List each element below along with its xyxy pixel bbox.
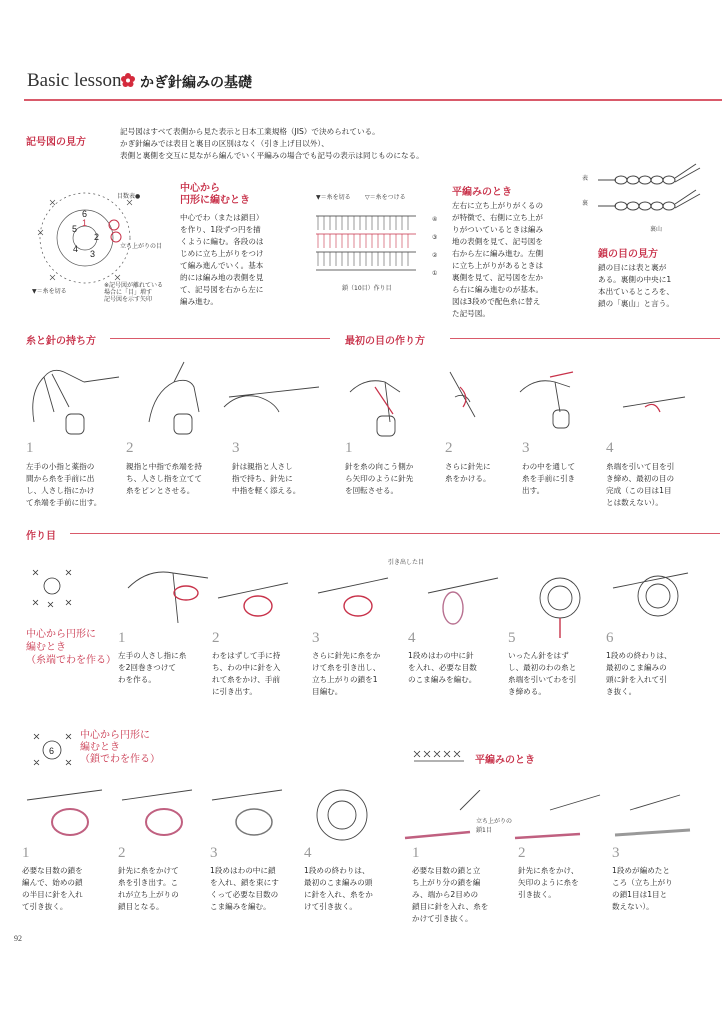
flatknit-up-label: 立ち上がりの 鎖1目 <box>476 818 513 834</box>
flatknit-step-3-number: 3 <box>612 845 620 861</box>
first-step-1-number: 1 <box>345 440 353 456</box>
chainring-step-2-text: 針先に糸をかけて 糸を引き出す。こ れが立ち上がりの 鎖目となる。 <box>118 866 179 911</box>
flatknit-step-2-number: 2 <box>518 845 526 861</box>
hold-step-1-number: 1 <box>26 440 34 456</box>
hold-illustrations <box>24 352 324 442</box>
flatknit-step-1-text: 必要な目数の鎖と立 ち上がり分の鎖を編 み、端から2目めの 鎖目に針を入れ、糸を かけて引き抜く。 <box>412 866 489 923</box>
first-step-4-text: 糸端を引いて目を引 き締め、最初の目の 完成（この目は1目 とは数えない）。 <box>606 462 675 507</box>
first-heading: 最初の目の作り方 <box>345 336 425 347</box>
first-step-3-number: 3 <box>522 440 530 456</box>
first-rule <box>450 338 720 339</box>
foundation-step-3-text: さらに針先に糸をか けて糸を引き出し、 立ち上がりの鎖を1 目編む。 <box>312 651 381 696</box>
foundation-step-3-number: 3 <box>312 630 320 646</box>
symbols-heading: 記号図の見方 <box>26 137 86 148</box>
foundation-step-5-text: いったん針をはず し、最初のわの糸と 糸端を引いてわを引 き締める。 <box>508 651 577 696</box>
flatknit-heading: 平編みのとき <box>475 755 535 766</box>
flat-join-label: ▽＝糸をつける <box>365 194 406 201</box>
label-cut: ▼＝糸を切る <box>32 288 67 295</box>
flat-heading: 平編みのとき <box>452 187 512 198</box>
flatknit-step-2-text: 針先に糸をかけ、 矢印のように糸を 引き抜く。 <box>518 866 579 899</box>
chain-illustration <box>596 160 708 230</box>
chain-back-label: 裏 <box>582 200 589 207</box>
flat-cut-label: ▼＝糸を切る <box>316 194 351 201</box>
flat-chain-label: 鎖（10目）作り目 <box>342 285 392 292</box>
first-step-4-number: 4 <box>606 440 614 456</box>
hold-heading: 糸と針の持ち方 <box>26 336 96 347</box>
page-number: 92 <box>14 934 22 943</box>
chainring-side-label: 中心から円形に 編むとき （鎖でわを作る） <box>80 730 160 765</box>
flatknit-step-3-text: 1段めが編めたと ころ（立ち上がり の鎖1目は1目と 数えない）。 <box>612 866 673 911</box>
chainring-step-3-text: 1段めはわの中に鎖 を入れ、鎖を束にす くって必要な目数の こま編みを編む。 <box>210 866 279 911</box>
chainring-step-3-number: 3 <box>210 845 218 861</box>
flatknit-illustrations <box>400 790 710 850</box>
foundation-rule <box>70 533 720 534</box>
foundation-step-1-number: 1 <box>118 630 126 646</box>
svg-text:6: 6 <box>82 209 88 219</box>
svg-text:1: 1 <box>82 218 88 228</box>
svg-text:3: 3 <box>90 249 96 259</box>
hold-step-2-text: 親指と中指で糸端を持 ち、人さし指を立てて 糸をピンとさせる。 <box>126 462 202 495</box>
foundation-step-4-text: 1段めはわの中に針 を入れ、必要な目数 のこま編みを編む。 <box>408 651 477 684</box>
first-step-2-number: 2 <box>445 440 453 456</box>
foundation-step-4-number: 4 <box>408 630 416 646</box>
label-notes: ※記号図が離れている 場合に「目」増す 記号図を示す矢印 <box>104 282 164 303</box>
foundation-step-6-number: 6 <box>606 630 614 646</box>
basic-lesson-label: Basic lesson <box>27 70 122 91</box>
chain-front-label: 表 <box>582 175 589 182</box>
hold-step-1-text: 左手の小指と薬指の 間から糸を手前に出 し、人さし指にかけ て糸端を手前に出す。 <box>26 462 102 507</box>
first-step-1-text: 針を糸の向こう側か ら矢印のように針先 を回転させる。 <box>345 462 414 495</box>
foundation-heading: 作り目 <box>26 531 56 542</box>
chainring-symbol <box>30 730 74 770</box>
first-step-2-text: さらに針先に 糸をかける。 <box>445 462 491 483</box>
chain-heading: 鎖の目の見方 <box>598 249 658 260</box>
first-illustrations <box>345 352 705 442</box>
svg-text:6: 6 <box>49 746 55 756</box>
hold-step-3-number: 3 <box>232 440 240 456</box>
label-up: 立ち上がりの目 <box>120 243 163 250</box>
svg-text:5: 5 <box>72 224 78 234</box>
svg-text:2: 2 <box>94 232 100 242</box>
chainring-step-1-number: 1 <box>22 845 30 861</box>
chainring-step-2-number: 2 <box>118 845 126 861</box>
flat-row-numbers: ④ ③ ② ① <box>432 216 438 277</box>
flat-symbol-diagram <box>312 200 424 280</box>
flower-icon <box>120 72 136 88</box>
circle-body: 中心でわ（または鎖目） を作り、1段ずつ円を描 くように編む。各段のは じめに立ち上がりをつけ て編み進んでいく。基本 的には編み地の表側を見 て、記号図を右から左に 編み進む。 <box>180 213 264 306</box>
foundation-step-5-number: 5 <box>508 630 516 646</box>
hold-step-3-text: 針は親指と人さし 指で持ち、針先に 中指を軽く添える。 <box>232 462 301 495</box>
flat-body: 左右に立ち上がりがくるの が特徴で、右側に立ち上が りがついているときは編み 地の表側を見て、記号図を 右から左に編み進む。左側 に立ち上がりがあるときは 裏側を見て、記号図を左か ら右に編み進むのが基本。 図は3段めで配色糸に替え た記号図。 <box>452 201 544 318</box>
chainring-illustrations <box>22 770 382 845</box>
flat-xx-symbol <box>412 749 472 765</box>
foundation-side-label: 中心から円形に 編むとき （糸端でわを作る） <box>26 629 116 666</box>
header-rule <box>24 99 722 101</box>
hold-step-2-number: 2 <box>126 440 134 456</box>
symbols-intro: 記号図はすべて表側から見た表示と日本工業規格（JIS）で決められている。 かぎ針編みでは表目と裏目の区別はなく（引き上げ目以外）、 表側と裏側を交互に見ながら編んでいく平編みの場合でも記号の表示は同じものになる。 <box>120 127 424 160</box>
foundation-step-2-text: わをはずして手に持 ち、わの中に針を入 れて糸をかけ、手前 に引き出す。 <box>212 651 281 696</box>
first-step-3-text: わの中を通して 糸を手前に引き 出す。 <box>522 462 576 495</box>
flatknit-step-1-number: 1 <box>412 845 420 861</box>
pulled-stitch-label: 引き出した目 <box>388 559 425 566</box>
chain-ura-label: 裏山 <box>650 226 663 233</box>
chainring-step-4-number: 4 <box>304 845 312 861</box>
chainring-step-4-text: 1段めの終わりは、 最初のこま編みの頭 に針を入れ、糸をか けて引き抜く。 <box>304 866 373 911</box>
foundation-step-1-text: 左手の人さし指に糸 を2回巻きつけて わを作る。 <box>118 651 187 684</box>
page-title: かぎ針編みの基礎 <box>140 75 252 91</box>
foundation-step-2-number: 2 <box>212 630 220 646</box>
foundation-symbol <box>28 562 76 612</box>
label-end: 目数表● <box>117 193 141 200</box>
foundation-step-6-text: 1段めの終わりは、 最初のこま編みの 頭に針を入れて引 き抜く。 <box>606 651 672 696</box>
hold-rule <box>110 338 330 339</box>
circle-heading: 中心から 円形に編むとき <box>180 183 250 206</box>
chainring-step-1-text: 必要な目数の鎖を 編んで、始めの鎖 の半目に針を入れ て引き抜く。 <box>22 866 83 911</box>
svg-text:4: 4 <box>73 244 79 254</box>
chain-body: 鎖の目には表と裏が ある。裏側の中央に1 本出ているところを、 鎖の「裏山」と言う。 <box>598 263 674 308</box>
